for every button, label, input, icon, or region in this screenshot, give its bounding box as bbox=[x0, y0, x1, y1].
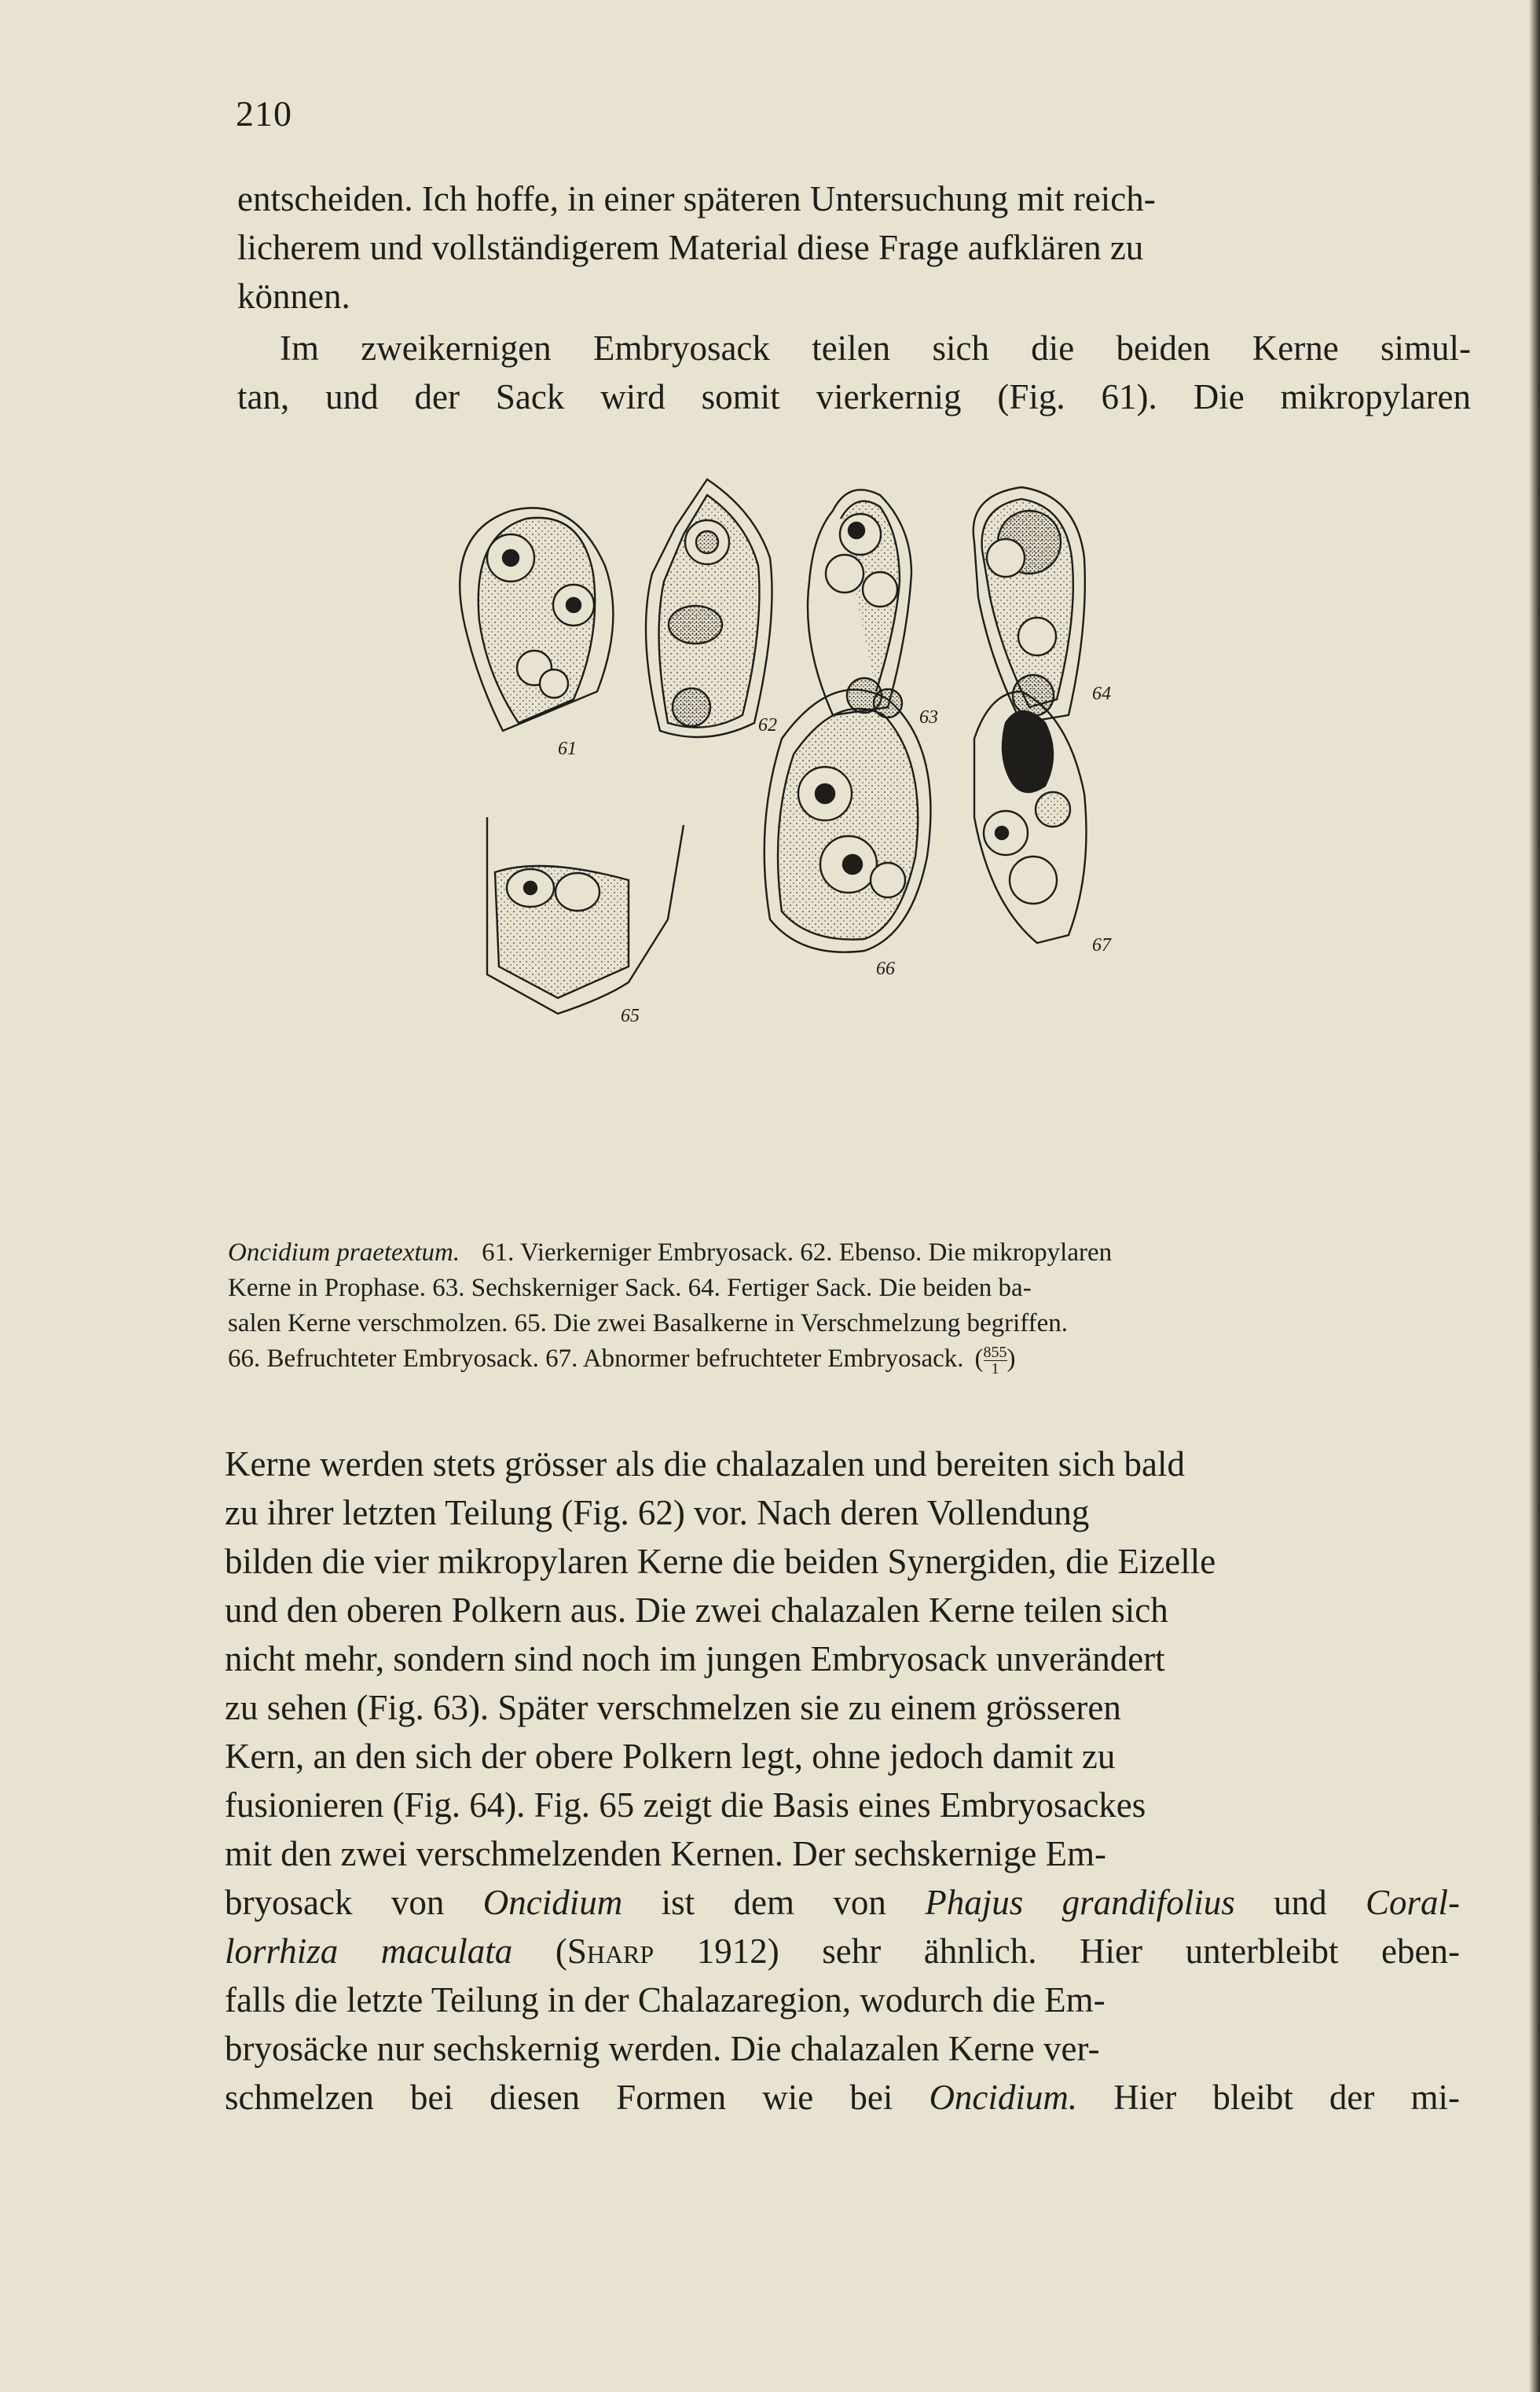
text-span: ( bbox=[512, 1932, 567, 1971]
text-line: mit den zwei verschmelzenden Kernen. Der sechskernige Em- bbox=[225, 1834, 1107, 1873]
text-span: 1912) sehr ähnlich. Hier unterbleibt eben- bbox=[654, 1932, 1460, 1971]
genus-name: Oncidium bbox=[482, 1883, 623, 1922]
text-line bbox=[225, 2073, 1460, 2122]
text-line: zu ihrer letzten Teilung (Fig. 62) vor. Nach deren Vollendung bbox=[225, 1493, 1090, 1532]
figure-61 bbox=[460, 508, 613, 731]
figure-62 bbox=[646, 479, 772, 737]
text-span: Hier bleibt der mi- bbox=[1077, 2078, 1460, 2117]
text-line: bilden die vier mikropylaren Kerne die beiden Synergiden, die Eizelle bbox=[225, 1542, 1216, 1581]
magnification-denominator: 1 bbox=[991, 1359, 999, 1378]
text-line: nicht mehr, sondern sind noch im jungen Embryosack unverändert bbox=[225, 1639, 1165, 1678]
species-name: Phajus grandifolius bbox=[925, 1883, 1235, 1922]
text-line: Kern, an den sich der obere Polkern legt, ohne jedoch damit zu bbox=[225, 1737, 1116, 1776]
species-name: lorrhiza maculata bbox=[225, 1932, 513, 1971]
paragraph-2 bbox=[237, 324, 1471, 421]
text-span: schmelzen bei diesen Formen wie bei bbox=[225, 2078, 930, 2117]
text-line bbox=[225, 1878, 1460, 1927]
figure-67 bbox=[974, 692, 1087, 943]
caption-line: Kerne in Prophase. 63. Sechskerniger Sack. 64. Fertiger Sack. Die beiden ba- bbox=[228, 1274, 1032, 1302]
embryo-sac-figure-plate bbox=[424, 464, 1273, 1218]
author-name: Sharp bbox=[566, 1932, 654, 1971]
paragraph-3 bbox=[225, 1440, 1460, 2122]
caption-species: Oncidium praetextum. bbox=[228, 1238, 460, 1267]
text-span: ist dem von bbox=[622, 1883, 926, 1922]
figure-label: 61 bbox=[558, 739, 577, 759]
text-line: entscheiden. Ich hoffe, in einer späteren Untersuchung mit reich- bbox=[237, 179, 1156, 218]
species-name: Coral- bbox=[1366, 1883, 1461, 1922]
text-line: Kerne werden stets grösser als die chalazalen und bereiten sich bald bbox=[225, 1444, 1186, 1484]
magnification: ( $\frac{855}{1}$ ) bbox=[974, 1343, 1016, 1378]
text-line: bryosäcke nur sechskernig werden. Die chalazalen Kerne ver- bbox=[225, 2029, 1100, 2068]
text-span: bryosack von bbox=[225, 1883, 483, 1922]
figure-63 bbox=[808, 490, 911, 717]
page-edge-shadow bbox=[1529, 0, 1540, 2392]
caption-text: 66. Befruchteter Embryosack. 67. Abnormer befruchteter Embryosack. bbox=[228, 1345, 964, 1373]
paragraph-1 bbox=[237, 174, 1471, 321]
figure-label: 64 bbox=[1092, 684, 1111, 704]
figure-label: 66 bbox=[876, 959, 895, 979]
text-span: und bbox=[1234, 1883, 1366, 1922]
text-line: falls die letzte Teilung in der Chalazaregion, wodurch die Em- bbox=[225, 1980, 1106, 2020]
text-line: licherem und vollständigerem Material diese Frage aufklären zu bbox=[237, 228, 1144, 267]
caption-line bbox=[228, 1235, 1461, 1271]
caption-line bbox=[228, 1341, 1461, 1377]
text-line: können. bbox=[237, 277, 350, 316]
figure-label: 65 bbox=[621, 1006, 640, 1026]
text-line: und den oberen Polkern aus. Die zwei chalazalen Kerne teilen sich bbox=[225, 1590, 1168, 1630]
figure-label: 67 bbox=[1092, 935, 1111, 956]
figure-caption bbox=[228, 1235, 1461, 1377]
figure-65 bbox=[487, 817, 684, 1014]
figure-66 bbox=[764, 690, 931, 952]
text-line bbox=[225, 1927, 1460, 1976]
figure-label: 62 bbox=[758, 715, 777, 736]
text-line: Im zweikernigen Embryosack teilen sich die beiden Kerne simul- bbox=[280, 328, 1471, 368]
page-number: 210 bbox=[236, 94, 292, 134]
text-line: tan, und der Sack wird somit vierkernig (Fig. 61). Die mikropylaren bbox=[237, 377, 1471, 416]
figure-64 bbox=[974, 487, 1085, 723]
text-line: fusionieren (Fig. 64). Fig. 65 zeigt die Basis eines Embryosackes bbox=[225, 1785, 1146, 1825]
caption-text: 61. Vierkerniger Embryosack. 62. Ebenso. Die mikropylaren bbox=[482, 1238, 1113, 1267]
magnification-numerator: 855 bbox=[983, 1343, 1007, 1361]
figure-label: 63 bbox=[919, 707, 938, 728]
genus-name: Oncidium. bbox=[929, 2078, 1078, 2117]
caption-line: salen Kerne verschmolzen. 65. Die zwei Basalkerne in Verschmelzung begriffen. bbox=[228, 1309, 1069, 1337]
text-line: zu sehen (Fig. 63). Später verschmelzen sie zu einem grösseren bbox=[225, 1688, 1121, 1727]
